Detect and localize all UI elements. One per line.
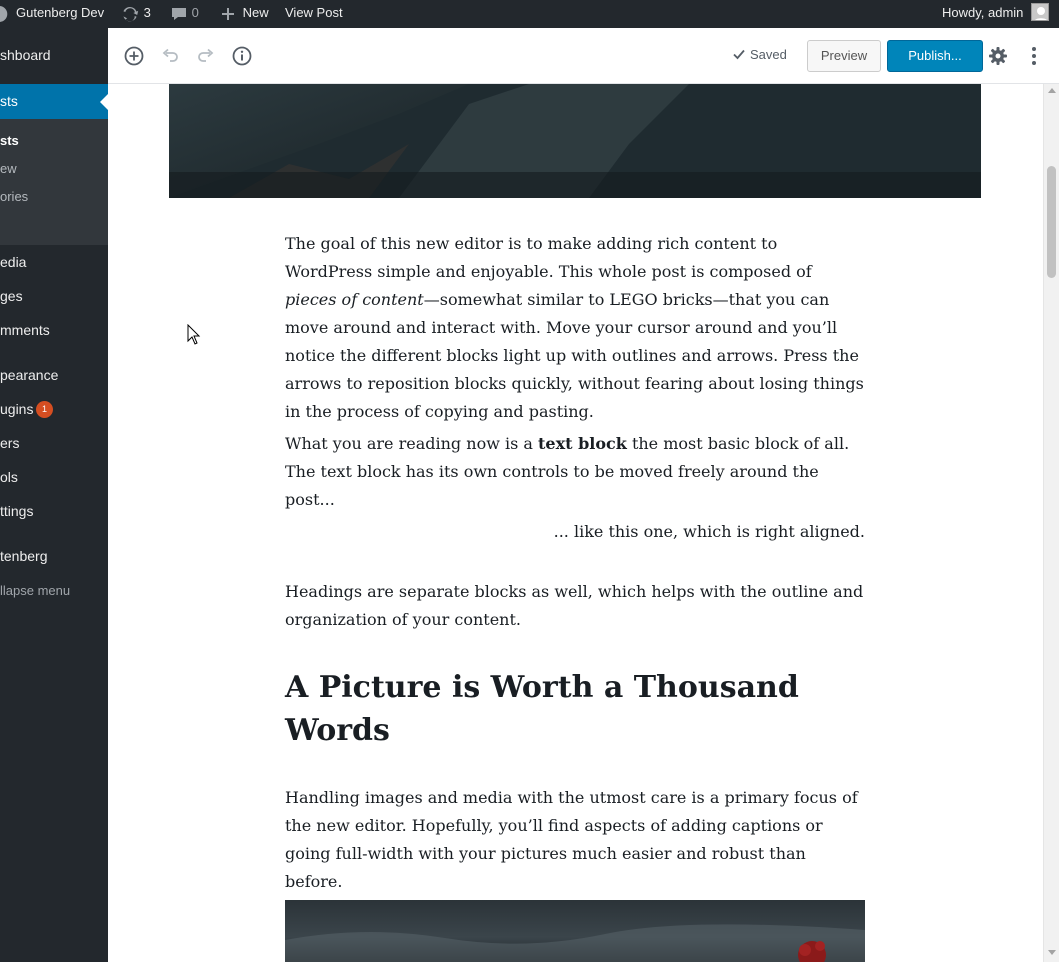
menu-item-label: edia xyxy=(0,254,27,270)
saved-label: Saved xyxy=(750,47,787,62)
updates-icon xyxy=(120,4,140,24)
submenu-item-all-posts[interactable]: sts xyxy=(0,133,19,148)
menu-item-label: shboard xyxy=(0,47,51,63)
paragraph-emphasis: pieces of content xyxy=(285,290,424,309)
scrollbar-thumb[interactable] xyxy=(1047,166,1056,278)
paragraph-block[interactable] xyxy=(285,230,865,426)
menu-item-label: llapse menu xyxy=(0,583,71,598)
new-content-link[interactable] xyxy=(220,0,269,28)
comments-link[interactable] xyxy=(170,0,199,28)
editor-header-toolbar xyxy=(108,28,1059,84)
menu-item-pages[interactable] xyxy=(0,286,108,310)
posts-submenu xyxy=(0,119,108,245)
admin-bar xyxy=(0,0,1059,28)
paragraph-block[interactable]: Headings are separate blocks as well, which helps with the outline and organization of your content. xyxy=(285,582,864,629)
new-label: New xyxy=(242,5,269,20)
editor-content xyxy=(108,84,1043,962)
paragraph-text: What you are reading now is a xyxy=(285,434,539,453)
submenu-item-add-new[interactable]: ew xyxy=(0,161,17,176)
undo-icon[interactable] xyxy=(158,44,182,68)
paragraph-block-right-aligned[interactable]: ... like this one, which is right aligned. xyxy=(553,522,865,541)
redo-icon[interactable] xyxy=(194,44,218,68)
paragraph-text: —somewhat similar to LEGO bricks—that you can move around and interact with. Move your cursor around and you’ll notice the different blocks light up with outlines and arrows. Press the arrows to reposition blocks quickly, without fearing about losing things in the process of copying and pasting. xyxy=(285,290,864,421)
site-name-link[interactable]: Gutenberg Dev xyxy=(16,5,105,20)
menu-item-label: ugins xyxy=(0,401,34,417)
submenu-item-categories[interactable]: ories xyxy=(0,189,29,204)
paragraph-block[interactable]: Handling images and media with the utmost care is a primary focus of the new editor. Hopefully, you’ll find aspects of adding captions or going full-width with your pictures much easier and robust than before. xyxy=(285,788,858,891)
paragraph-text: The goal of this new editor is to make adding rich content to WordPress simple and enjoyable. This whole post is composed of xyxy=(285,234,812,281)
scrollbar[interactable] xyxy=(1043,84,1059,962)
updates-count: 3 xyxy=(143,5,151,20)
preview-button[interactable]: Preview xyxy=(807,40,881,72)
menu-item-appearance[interactable] xyxy=(0,365,108,389)
comment-icon xyxy=(170,5,188,23)
view-post-link[interactable]: View Post xyxy=(285,5,343,20)
wordpress-logo-icon[interactable] xyxy=(0,0,8,28)
comments-count: 0 xyxy=(191,5,199,20)
plugins-update-badge: 1 xyxy=(36,401,53,418)
more-options-icon[interactable] xyxy=(1022,44,1046,68)
menu-item-users[interactable] xyxy=(0,433,108,457)
collapse-menu-button[interactable] xyxy=(0,581,108,605)
heading-block[interactable]: A Picture is Worth a Thousand Words xyxy=(285,670,799,748)
menu-item-label: pearance xyxy=(0,367,59,383)
menu-item-label: ols xyxy=(0,469,18,485)
updates-link[interactable] xyxy=(120,0,151,28)
menu-item-posts[interactable] xyxy=(0,84,108,119)
saved-indicator xyxy=(732,47,787,62)
scroll-up-arrow-icon[interactable] xyxy=(1048,88,1056,93)
menu-item-label: mments xyxy=(0,322,50,338)
plus-icon xyxy=(220,6,236,22)
gear-icon[interactable] xyxy=(986,44,1010,68)
scroll-down-arrow-icon[interactable] xyxy=(1048,950,1056,955)
avatar[interactable] xyxy=(1031,3,1049,21)
checkmark-icon xyxy=(732,47,746,61)
paragraph-block[interactable] xyxy=(285,430,865,514)
my-account-greeting[interactable]: Howdy, admin xyxy=(942,5,1024,20)
menu-item-label: sts xyxy=(0,93,18,109)
admin-menu xyxy=(0,28,108,962)
menu-item-tools[interactable] xyxy=(0,467,108,491)
mouse-cursor-icon xyxy=(187,324,201,346)
menu-item-settings[interactable] xyxy=(0,501,108,525)
add-block-icon[interactable] xyxy=(122,44,146,68)
menu-item-gutenberg[interactable] xyxy=(0,546,108,570)
menu-item-label: tenberg xyxy=(0,548,48,564)
paragraph-text: the most basic block of all. The text block has its own controls to be moved freely around the post... xyxy=(285,434,850,509)
menu-item-label: ges xyxy=(0,288,23,304)
paragraph-strong: text block xyxy=(538,434,627,453)
image-block[interactable] xyxy=(285,900,865,962)
cover-image-block[interactable] xyxy=(169,84,981,198)
menu-item-media[interactable] xyxy=(0,252,108,276)
menu-item-plugins[interactable] xyxy=(0,399,108,423)
menu-item-dashboard[interactable] xyxy=(0,44,108,68)
menu-item-comments[interactable] xyxy=(0,320,108,344)
info-icon[interactable] xyxy=(230,44,254,68)
menu-item-label: ers xyxy=(0,435,20,451)
menu-item-label: ttings xyxy=(0,503,34,519)
publish-button[interactable]: Publish... xyxy=(887,40,983,72)
